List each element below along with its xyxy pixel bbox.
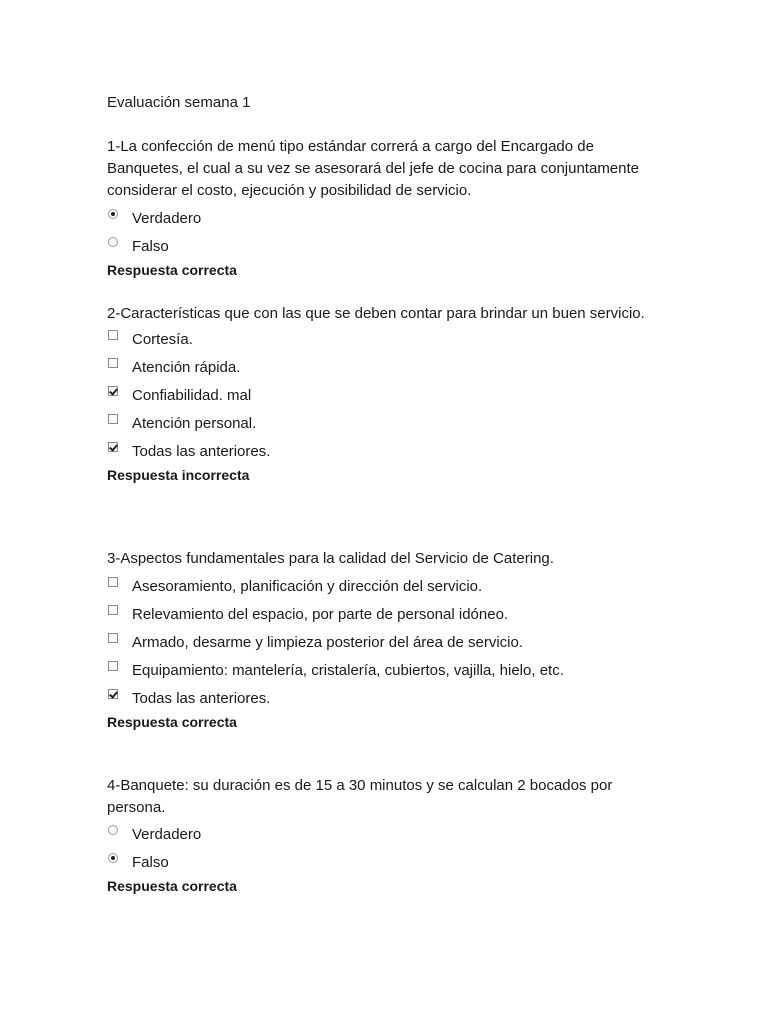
checkbox[interactable] [108, 414, 118, 424]
question-2 [107, 303, 667, 484]
option-label: Equipamiento: mantelería, cristalería, cubiertos, vajilla, hielo, etc. [132, 662, 564, 679]
checkbox[interactable] [108, 577, 118, 587]
option-label: Falso [132, 854, 169, 871]
checkbox[interactable] [108, 633, 118, 643]
checkbox[interactable] [108, 330, 118, 340]
question-text: 1-La confección de menú tipo estándar correrá a cargo del Encargado de Banquetes, el cual a su vez se asesorará del jefe de cocina para conjuntamente considerar el costo, ejecución y posibilidad de servicio. [107, 138, 640, 199]
answer-feedback: Respuesta incorrecta [107, 467, 250, 483]
option-label: Todas las anteriores. [132, 443, 271, 460]
answer-feedback: Respuesta correcta [107, 878, 237, 894]
question-text: 4-Banquete: su duración es de 15 a 30 minutos y se calculan 2 bocados por persona. [107, 777, 613, 816]
checkbox[interactable] [108, 661, 118, 671]
question-3 [107, 548, 667, 731]
option-label: Confiabilidad. mal [132, 387, 252, 404]
checkbox-checked[interactable] [108, 689, 118, 699]
option-label: Armado, desarme y limpieza posterior del área de servicio. [132, 634, 524, 651]
option-label: Relevamiento del espacio, por parte de personal idóneo. [132, 606, 509, 623]
option-todas-anteriores[interactable] [107, 690, 667, 718]
radio-button[interactable] [108, 237, 118, 247]
checkbox[interactable] [108, 358, 118, 368]
option-relevamiento[interactable] [107, 606, 667, 634]
option-cortesia[interactable] [107, 331, 667, 359]
checkbox-checked[interactable] [108, 386, 118, 396]
option-label: Falso [132, 238, 169, 255]
question-text: 3-Aspectos fundamentales para la calidad del Servicio de Catering. [107, 550, 554, 567]
radio-button-selected[interactable] [108, 853, 118, 863]
option-label: Atención rápida. [132, 359, 241, 376]
option-armado[interactable] [107, 634, 667, 662]
question-4 [107, 775, 667, 895]
option-atencion-rapida[interactable] [107, 359, 667, 387]
option-label: Verdadero [132, 210, 202, 227]
option-verdadero[interactable] [107, 210, 667, 238]
option-atencion-personal[interactable] [107, 415, 667, 443]
option-verdadero[interactable] [107, 826, 667, 854]
question-1 [107, 136, 667, 279]
checkbox-checked[interactable] [108, 442, 118, 452]
option-falso[interactable] [107, 854, 667, 882]
checkbox[interactable] [108, 605, 118, 615]
option-equipamiento[interactable] [107, 662, 667, 690]
option-todas-anteriores[interactable] [107, 443, 667, 471]
answer-feedback: Respuesta correcta [107, 714, 237, 730]
option-falso[interactable] [107, 238, 667, 266]
option-asesoramiento[interactable] [107, 578, 667, 606]
radio-button[interactable] [108, 825, 118, 835]
answer-feedback: Respuesta correcta [107, 262, 237, 278]
option-label: Atención personal. [132, 415, 257, 432]
option-label: Todas las anteriores. [132, 690, 271, 707]
option-label: Asesoramiento, planificación y dirección del servicio. [132, 578, 483, 595]
option-label: Verdadero [132, 826, 202, 843]
question-text: 2-Características que con las que se deben contar para brindar un buen servicio. [107, 305, 645, 322]
option-label: Cortesía. [132, 331, 193, 348]
document-title: Evaluación semana 1 [107, 94, 251, 111]
option-confiabilidad[interactable] [107, 387, 667, 415]
radio-button-selected[interactable] [108, 209, 118, 219]
